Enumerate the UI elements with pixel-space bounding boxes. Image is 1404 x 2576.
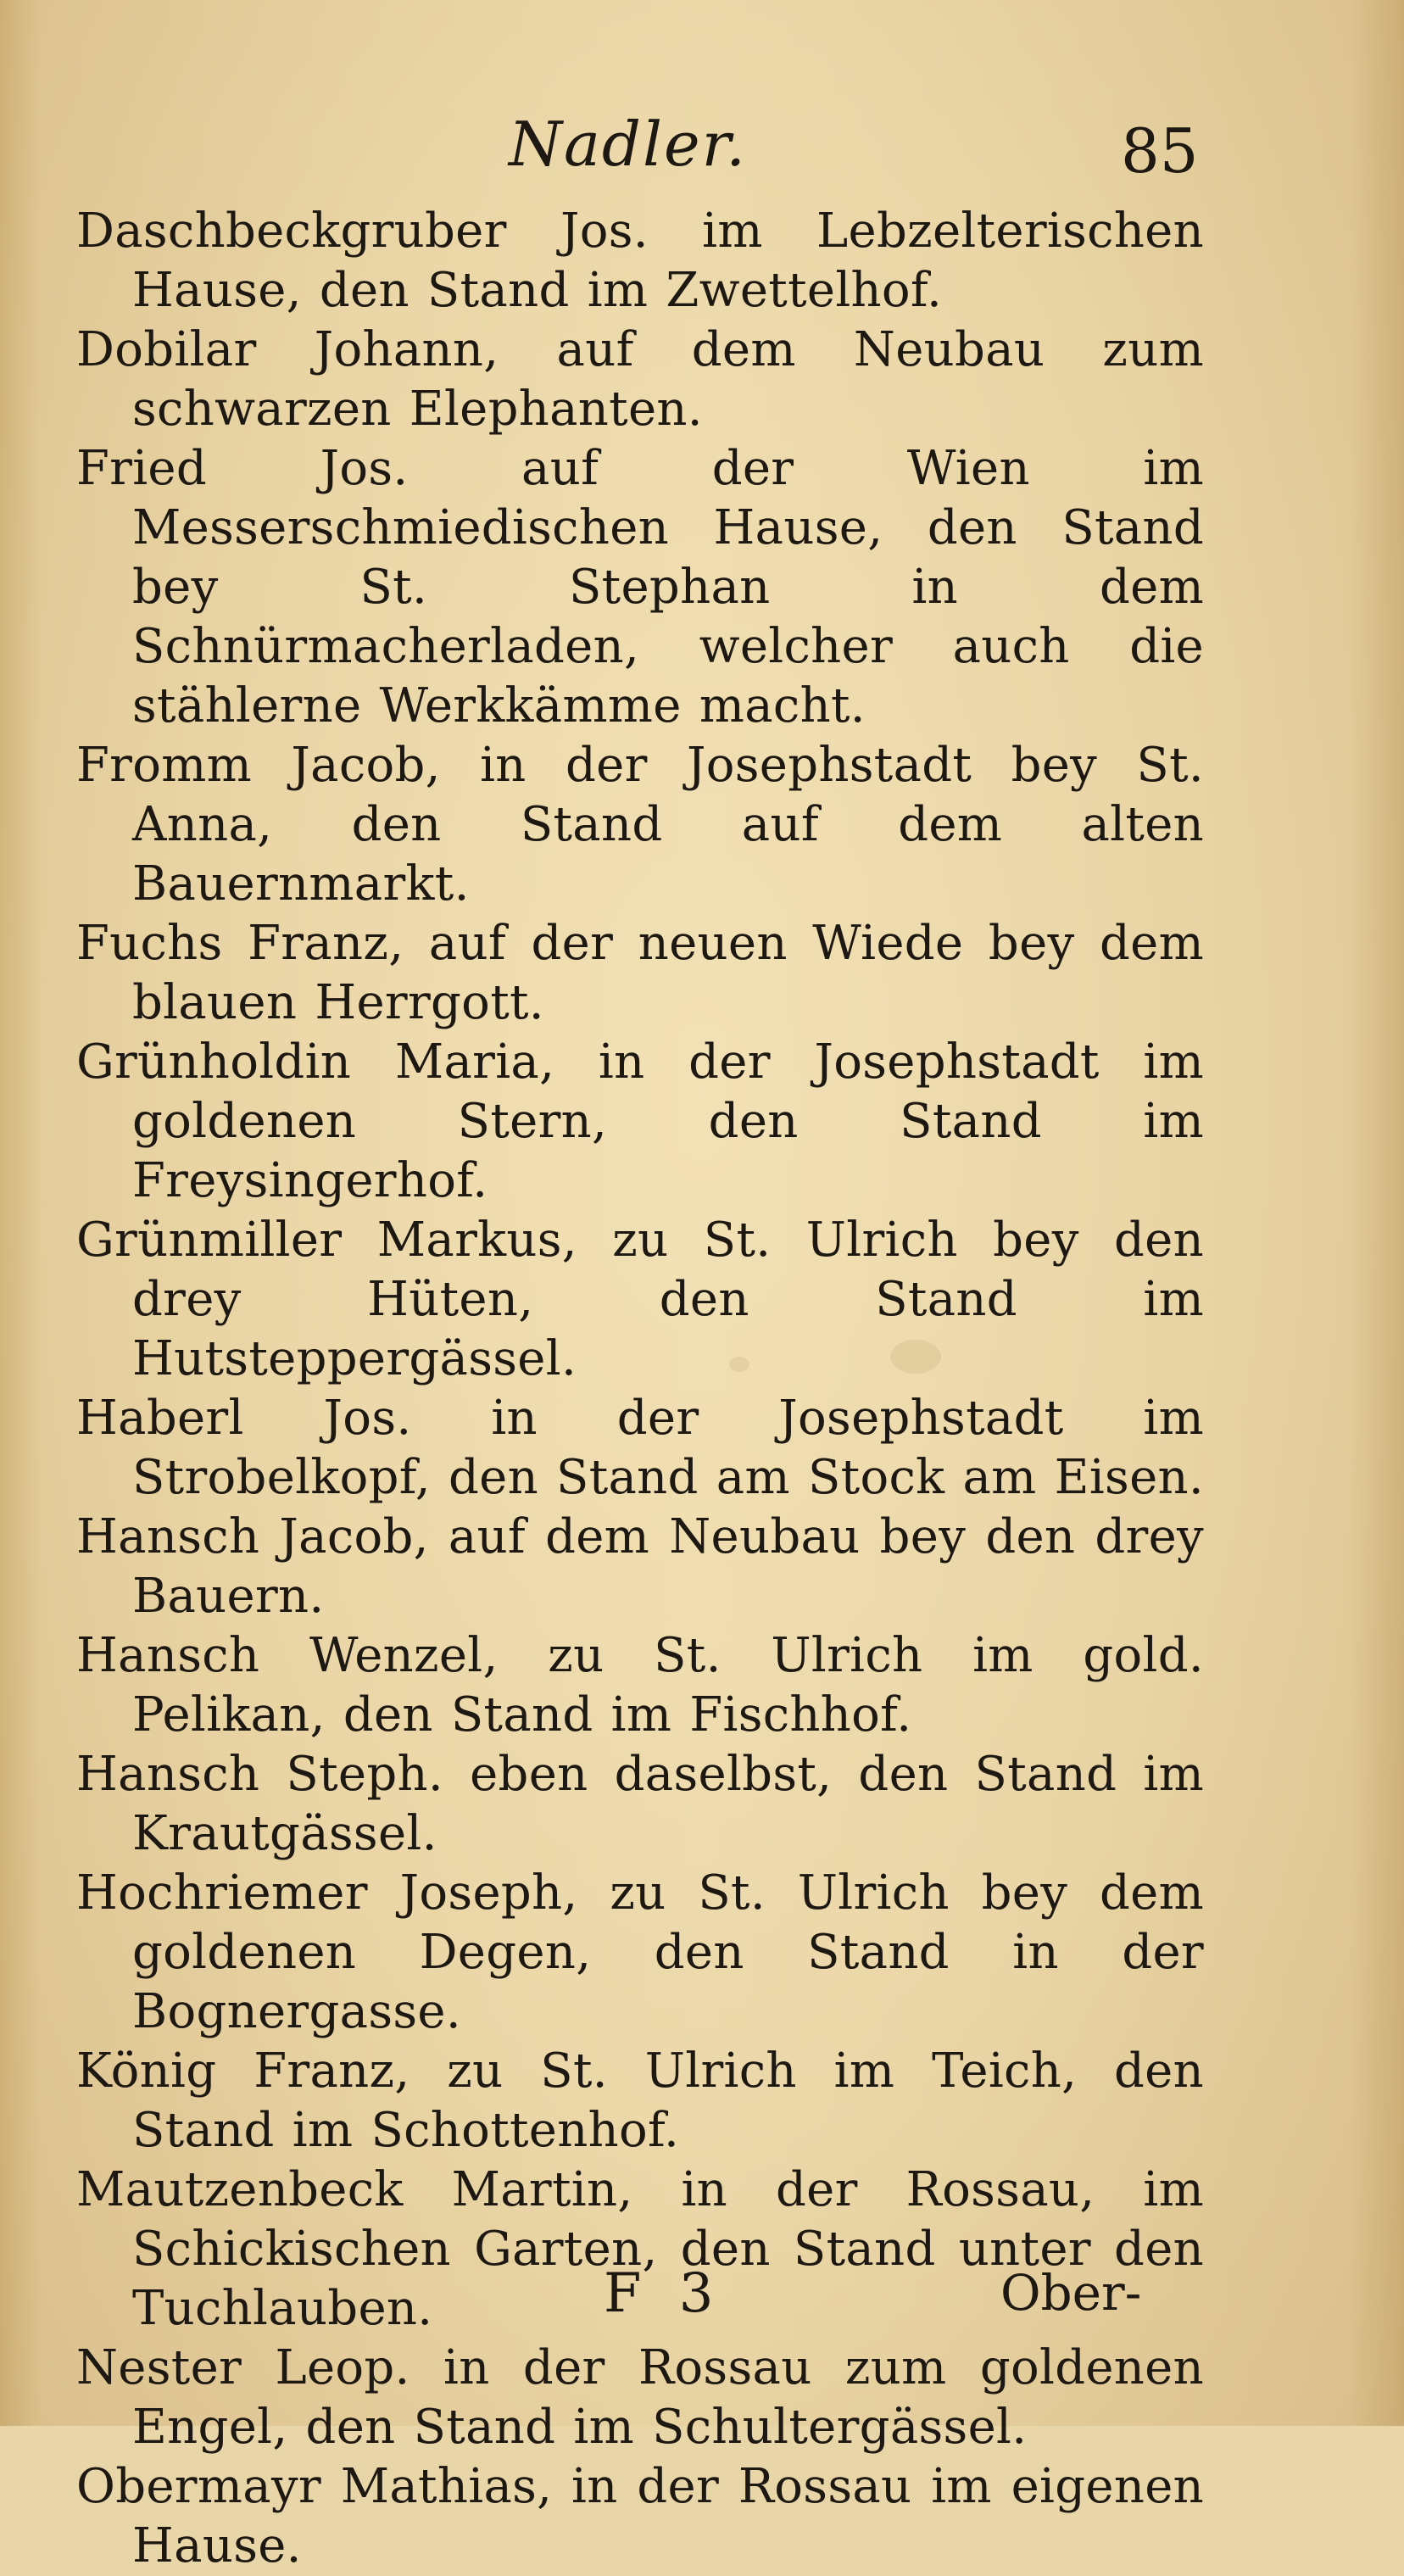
directory-entry: Dobilar Johann, auf dem Neubau zum schwarzen Elephanten. xyxy=(76,322,1204,437)
directory-entry: Fried Jos. auf der Wien im Messerschmiedischen Hause, den Stand bey St. Stephan in dem Schnürmacherladen, welcher auch die stählerne Werkkämme macht. xyxy=(76,441,1204,733)
directory-entry: Hansch Steph. eben daselbst, den Stand im Krautgässel. xyxy=(76,1747,1204,1861)
signature-mark: F 3 xyxy=(604,2262,724,2325)
directory-entry: König Franz, zu St. Ulrich im Teich, den Stand im Schottenhof. xyxy=(76,2044,1204,2158)
directory-entry: Daschbeckgruber Jos. im Lebzelterischen Hause, den Stand im Zwettelhof. xyxy=(76,204,1204,318)
directory-entry: Hansch Jacob, auf dem Neubau bey den drey Bauern. xyxy=(76,1509,1204,1624)
directory-entry: Fromm Jacob, in der Josephstadt bey St. Anna, den Stand auf dem alten Bauernmarkt. xyxy=(76,738,1204,912)
directory-entry: Hochriemer Joseph, zu St. Ulrich bey dem goldenen Degen, den Stand in der Bognergasse. xyxy=(76,1865,1204,2039)
directory-entries xyxy=(76,202,1204,2576)
page-footer xyxy=(0,2255,1404,2340)
page-number: 85 xyxy=(1121,115,1199,187)
directory-entry: Obermayr Mathias, in der Rossau im eigenen Hause. xyxy=(76,2459,1204,2573)
directory-entry: Mautzenbeck Martin, in der Rossau, im Schickischen Garten, den Stand unter den Tuchlauben. xyxy=(76,2162,1204,2336)
directory-entry: Fuchs Franz, auf der neuen Wiede bey dem blauen Herrgott. xyxy=(76,916,1204,1030)
directory-entry: Grünholdin Maria, in der Josephstadt im goldenen Stern, den Stand im Freysingerhof. xyxy=(76,1034,1204,1208)
directory-entry: Hansch Wenzel, zu St. Ulrich im gold. Pelikan, den Stand im Fischhof. xyxy=(76,1628,1204,1742)
running-head: Nadler. xyxy=(509,109,748,180)
directory-entry: Haberl Jos. in der Josephstadt im Strobelkopf, den Stand am Stock am Eisen. xyxy=(76,1391,1204,1505)
page-header xyxy=(0,100,1404,193)
directory-entry: Nester Leop. in der Rossau zum goldenen Engel, den Stand im Schultergässel. xyxy=(76,2340,1204,2455)
catchword: Ober- xyxy=(1000,2264,1142,2322)
directory-entry: Grünmiller Markus, zu St. Ulrich bey den drey Hüten, den Stand im Hutsteppergässel. xyxy=(76,1213,1204,1386)
